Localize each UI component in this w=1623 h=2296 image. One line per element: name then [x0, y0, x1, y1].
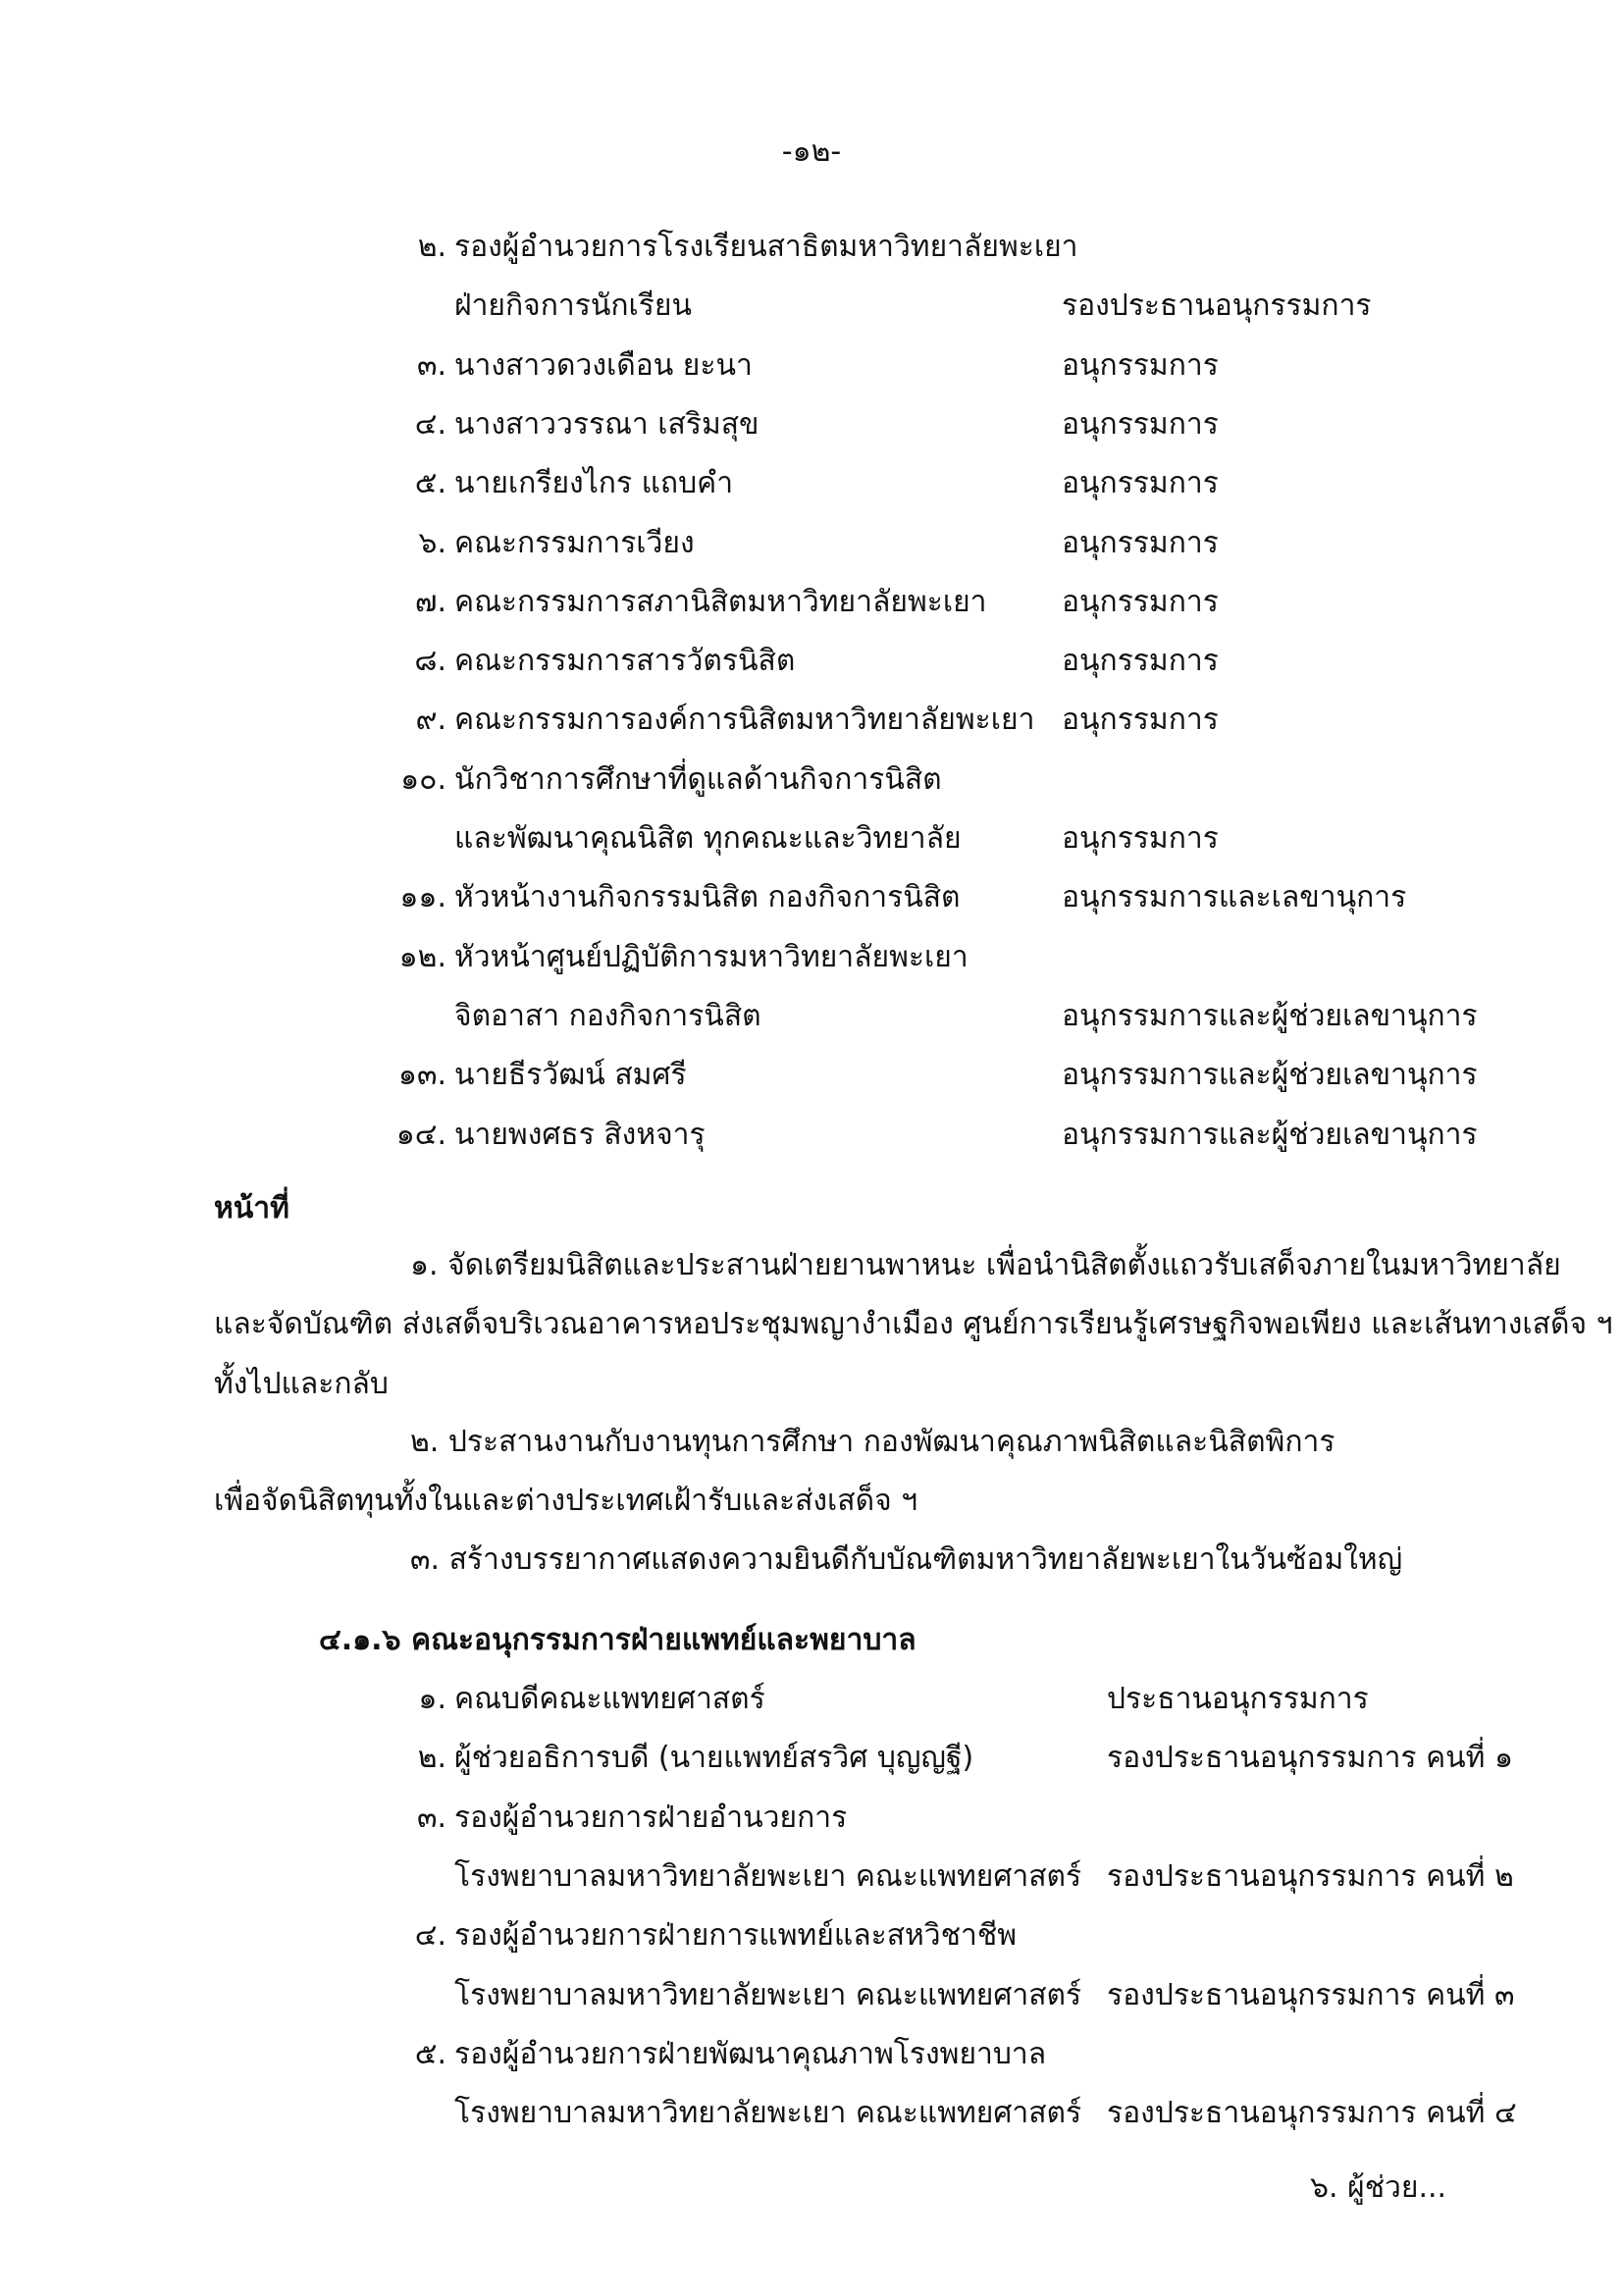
- section-heading: ๔.๑.๖ คณะอนุกรรมการฝ่ายแพทย์และพยาบาล: [319, 1623, 916, 1657]
- duty-line: ๑. จัดเตรียมนิสิตและประสานฝ่ายยานพาหนะ เพื่อนำนิสิตตั้งแถวรับเสด็จภายในมหาวิทยาลัย: [410, 1248, 1561, 1282]
- member-role: อนุกรรมการ: [1062, 821, 1219, 856]
- member-number: ๓.: [416, 347, 446, 383]
- member-name: หัวหน้าศูนย์ปฏิบัติการมหาวิทยาลัยพะเยา: [454, 939, 969, 974]
- member-number: ๑๒.: [398, 939, 446, 974]
- member-number: ๗.: [414, 584, 446, 619]
- member-name: รองผู้อำนวยการฝ่ายพัฒนาคุณภาพโรงพยาบาล: [454, 2036, 1047, 2071]
- member-number: ๑.: [418, 1682, 446, 1716]
- duty-line: ๓. สร้างบรรยากาศแสดงความยินดีกับบัณฑิตมหาวิทยาลัยพะเยาในวันซ้อมใหญ่: [410, 1542, 1403, 1577]
- member-role: อนุกรรมการ: [1062, 525, 1219, 560]
- member-name: คณะกรรมการสารวัตรนิสิต: [454, 644, 796, 679]
- member-role: รองประธานอนุกรรมการ คนที่ ๒: [1107, 1858, 1514, 1894]
- duty-line: และจัดบัณฑิต ส่งเสด็จบริเวณอาคารหอประชุมพญางำเมือง ศูนย์การเรียนรู้เศรษฐกิจพอเพียง และเส้นทางเสด็จ ฯ: [214, 1307, 1613, 1342]
- member-role: อนุกรรมการ: [1062, 406, 1219, 442]
- member-number: ๕.: [414, 466, 446, 501]
- member-role: รองประธานอนุกรรมการ คนที่ ๔: [1107, 2096, 1517, 2131]
- member-name: คณบดีคณะแพทยศาสตร์: [454, 1682, 765, 1716]
- member-number: ๔.: [414, 406, 446, 442]
- member-role: อนุกรรมการ: [1062, 466, 1219, 501]
- member-name: โรงพยาบาลมหาวิทยาลัยพะเยา คณะแพทยศาสตร์: [454, 1977, 1082, 2012]
- duty-line: ทั้งไปและกลับ: [214, 1366, 389, 1401]
- duty-line: เพื่อจัดนิสิตทุนทั้งในและต่างประเทศเฝ้ารับและส่งเสด็จ ฯ: [214, 1484, 918, 1519]
- member-role: อนุกรรมการและเลขานุการ: [1062, 880, 1407, 915]
- member-name: นายเกรียงไกร แถบคำ: [454, 466, 734, 501]
- member-name: รองผู้อำนวยการฝ่ายการแพทย์และสหวิชาชีพ: [454, 1918, 1017, 1954]
- member-role: อนุกรรมการและผู้ช่วยเลขานุการ: [1062, 1117, 1478, 1152]
- member-name: คณะกรรมการองค์การนิสิตมหาวิทยาลัยพะเยา: [454, 703, 1035, 738]
- member-role: อนุกรรมการ: [1062, 703, 1219, 738]
- member-number: ๑๐.: [400, 761, 446, 797]
- member-role: อนุกรรมการและผู้ช่วยเลขานุการ: [1062, 1058, 1478, 1093]
- member-name: จิตอาสา กองกิจการนิสิต: [454, 998, 761, 1033]
- member-role: อนุกรรมการและผู้ช่วยเลขานุการ: [1062, 998, 1478, 1033]
- member-number: ๓.: [416, 1800, 446, 1835]
- member-name: นายธีรวัฒน์ สมศรี: [454, 1058, 687, 1093]
- member-name: รองผู้อำนวยการฝ่ายอำนวยการ: [454, 1800, 848, 1835]
- member-name: นางสาวดวงเดือน ยะนา: [454, 347, 753, 383]
- member-name: คณะกรรมการเวียง: [454, 525, 695, 560]
- member-number: ๑๓.: [397, 1058, 446, 1093]
- member-role: อนุกรรมการ: [1062, 584, 1219, 619]
- member-name: รองผู้อำนวยการโรงเรียนสาธิตมหาวิทยาลัยพะเยา: [454, 230, 1078, 264]
- member-name: โรงพยาบาลมหาวิทยาลัยพะเยา คณะแพทยศาสตร์: [454, 1858, 1082, 1894]
- member-name: คณะกรรมการสภานิสิตมหาวิทยาลัยพะเยา: [454, 584, 987, 619]
- member-role: ประธานอนุกรรมการ: [1107, 1682, 1369, 1716]
- member-name: นางสาววรรณา เสริมสุข: [454, 406, 759, 442]
- member-name: และพัฒนาคุณนิสิต ทุกคณะและวิทยาลัย: [454, 821, 962, 856]
- member-name: ฝ่ายกิจการนักเรียน: [454, 288, 692, 324]
- member-number: ๖.: [418, 525, 446, 560]
- member-number: ๙.: [415, 703, 446, 738]
- member-name: โรงพยาบาลมหาวิทยาลัยพะเยา คณะแพทยศาสตร์: [454, 2096, 1082, 2131]
- member-role: อนุกรรมการ: [1062, 644, 1219, 679]
- member-number: ๘.: [414, 644, 446, 679]
- member-role: รองประธานอนุกรรมการ คนที่ ๑: [1107, 1741, 1513, 1776]
- member-role: รองประธานอนุกรรมการ: [1062, 288, 1372, 324]
- member-number: ๔.: [414, 1918, 446, 1954]
- member-number: ๑๔.: [395, 1117, 446, 1152]
- member-number: ๕.: [414, 2036, 446, 2071]
- member-role: รองประธานอนุกรรมการ คนที่ ๓: [1107, 1977, 1515, 2012]
- member-name: ผู้ช่วยอธิการบดี (นายแพทย์สรวิศ บุญญฐี): [454, 1741, 974, 1776]
- member-number: ๑๑.: [399, 880, 446, 915]
- page-number: -๑๒-: [781, 134, 842, 169]
- member-number: ๒.: [417, 1741, 446, 1776]
- member-number: ๒.: [417, 230, 446, 264]
- member-role: อนุกรรมการ: [1062, 347, 1219, 383]
- duties-heading: หน้าที่: [214, 1191, 289, 1226]
- continuation-marker: ๖. ผู้ช่วย...: [1310, 2170, 1447, 2205]
- member-name: นายพงศธร สิงหจารุ: [454, 1117, 706, 1152]
- duty-line: ๒. ประสานงานกับงานทุนการศึกษา กองพัฒนาคุณภาพนิสิตและนิสิตพิการ: [410, 1425, 1335, 1459]
- member-name: หัวหน้างานกิจกรรมนิสิต กองกิจการนิสิต: [454, 880, 961, 915]
- member-name: นักวิชาการศึกษาที่ดูแลด้านกิจการนิสิต: [454, 761, 942, 797]
